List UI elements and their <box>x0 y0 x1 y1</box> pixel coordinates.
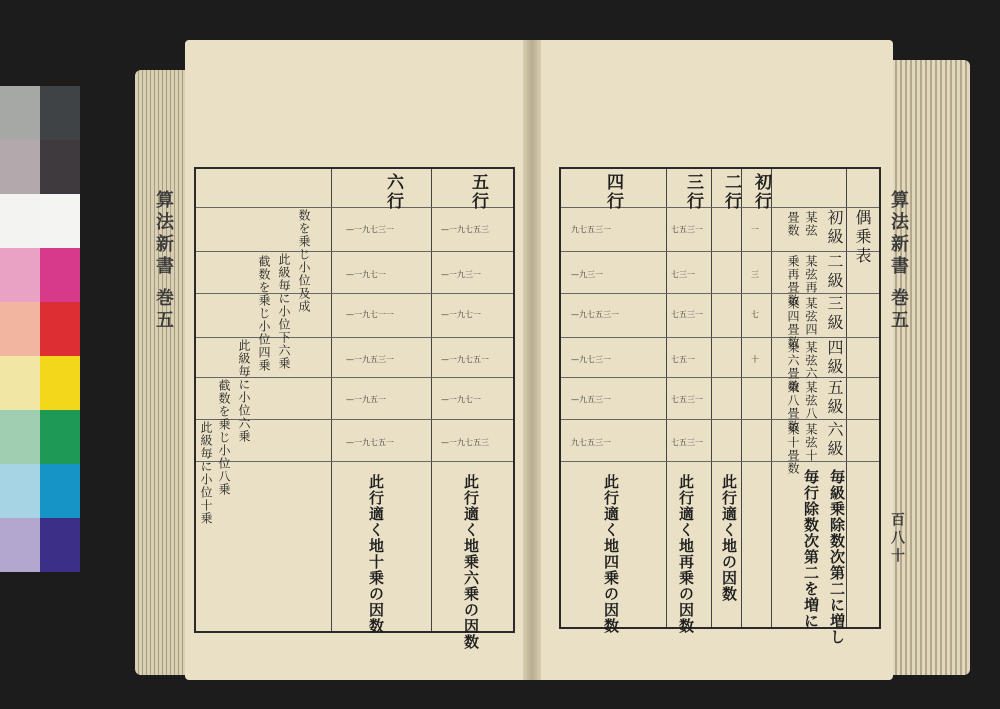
note-text: 此行適く地十乗の因数 <box>367 474 385 634</box>
book-gutter <box>523 40 541 680</box>
note-text: 此行適く地の因数 <box>720 474 738 602</box>
level-sub: 乗四畳数 <box>786 297 800 349</box>
color-calibration-strip <box>0 86 80 572</box>
level-term: 某弦八 <box>804 381 818 420</box>
column-header-3: 三行 <box>683 173 703 211</box>
level-term: 某弦四 <box>804 297 818 336</box>
right-table-frame: 四行 三行 二行 初行 偶乗表 初級 二級 三級 四級 五級 六級 某弦 某弦再 某弦四 某弦六 某弦八 某弦十 畳数 乗再畳数 乗四畳数 乗六畳数 乗八畳数 乗十畳数 此行適く地四乗の因数 此行適く地再乗の因数 此行適く地の因数 毎級乗除数次第二に増し 毎行除数次第二を増に 九七五三一 —九三一 —九七五三一 —九七三一 —九五三一 九七五三一 七五三一 七三一 七五三一 七五一 七五三一 七五三一 一 三 七 十 <box>559 167 881 629</box>
table-title: 偶乗表 <box>853 209 872 266</box>
open-book <box>135 40 970 680</box>
color-swatch <box>40 518 80 572</box>
color-swatch <box>0 86 40 140</box>
row-text: 截数を乗じ小位四乗 <box>257 255 271 372</box>
level-sub: 畳数 <box>786 211 800 237</box>
note-text: 毎行除数次第二を増に <box>802 469 820 629</box>
left-table-frame: 六行 五行 数を乗じ小位及成 此級毎に小位下六乗 截数を乗じ小位四乗 此級毎に小位六乗 截数を乗じ小位八乗 此級毎に小位十乗 此行適く地十乗の因数 此行適く地乗六乗の因数 —一九七三一 —一九七一 —一九七一一 —一九五三一 —一九五一 —一九七五一 —一九七五三 —一九三一 —一九七一 —一九七五一 —一九七一 —一九七五三 <box>194 167 515 633</box>
level-term: 某弦六 <box>804 341 818 380</box>
level-sub: 乗十畳数 <box>786 423 800 475</box>
spine-title-right: 算法新書 巻五 <box>888 190 909 333</box>
note-text: 毎級乗除数次第二に増し <box>828 469 846 645</box>
row-text: 此級毎に小位下六乗 <box>277 253 291 370</box>
note-text: 此行適く地乗六乗の因数 <box>462 474 480 650</box>
row-text: 数を乗じ小位及成 <box>297 209 311 313</box>
spine-title-left: 算法新書 巻五 <box>153 190 174 333</box>
column-header-1: 初行 <box>751 173 771 211</box>
note-text: 此行適く地四乗の因数 <box>602 474 620 634</box>
level-sub: 乗六畳数 <box>786 341 800 393</box>
page-edges-right <box>890 60 970 675</box>
color-swatch <box>40 86 80 140</box>
calibration-row <box>0 464 80 518</box>
color-swatch <box>40 140 80 194</box>
level-label: 二級 <box>825 253 844 291</box>
color-swatch <box>0 248 40 302</box>
calibration-row <box>0 194 80 248</box>
calibration-row <box>0 410 80 464</box>
calibration-row <box>0 356 80 410</box>
level-term: 某弦 <box>804 211 818 237</box>
column-header-6: 六行 <box>383 173 403 211</box>
row-text: 此級毎に小位六乗 <box>237 339 251 443</box>
row-text: 此級毎に小位十乗 <box>199 421 213 525</box>
color-swatch <box>0 140 40 194</box>
color-swatch <box>0 410 40 464</box>
color-swatch <box>40 302 80 356</box>
calibration-row <box>0 518 80 572</box>
column-header-4: 四行 <box>603 173 623 211</box>
level-term: 某弦再 <box>804 255 818 294</box>
color-swatch <box>0 194 40 248</box>
level-sub: 乗再畳数 <box>786 255 800 307</box>
color-swatch <box>0 464 40 518</box>
level-label: 四級 <box>825 339 844 377</box>
calibration-row <box>0 302 80 356</box>
level-label: 三級 <box>825 295 844 333</box>
calibration-row <box>0 140 80 194</box>
color-swatch <box>40 248 80 302</box>
color-swatch <box>40 194 80 248</box>
level-term: 某弦十 <box>804 423 818 462</box>
color-swatch <box>40 410 80 464</box>
calibration-row <box>0 248 80 302</box>
level-label: 五級 <box>825 379 844 417</box>
page-number: 百八十 <box>889 512 905 566</box>
level-label: 初級 <box>825 209 844 247</box>
level-label: 六級 <box>825 421 844 459</box>
level-sub: 乗八畳数 <box>786 381 800 433</box>
color-swatch <box>0 518 40 572</box>
color-swatch <box>40 464 80 518</box>
note-text: 此行適く地再乗の因数 <box>677 474 695 634</box>
row-text: 截数を乗じ小位八乗 <box>217 379 231 496</box>
calibration-row <box>0 86 80 140</box>
color-swatch <box>0 302 40 356</box>
color-swatch <box>0 356 40 410</box>
color-swatch <box>40 356 80 410</box>
column-header-5: 五行 <box>468 173 488 211</box>
column-header-2: 二行 <box>721 173 741 211</box>
